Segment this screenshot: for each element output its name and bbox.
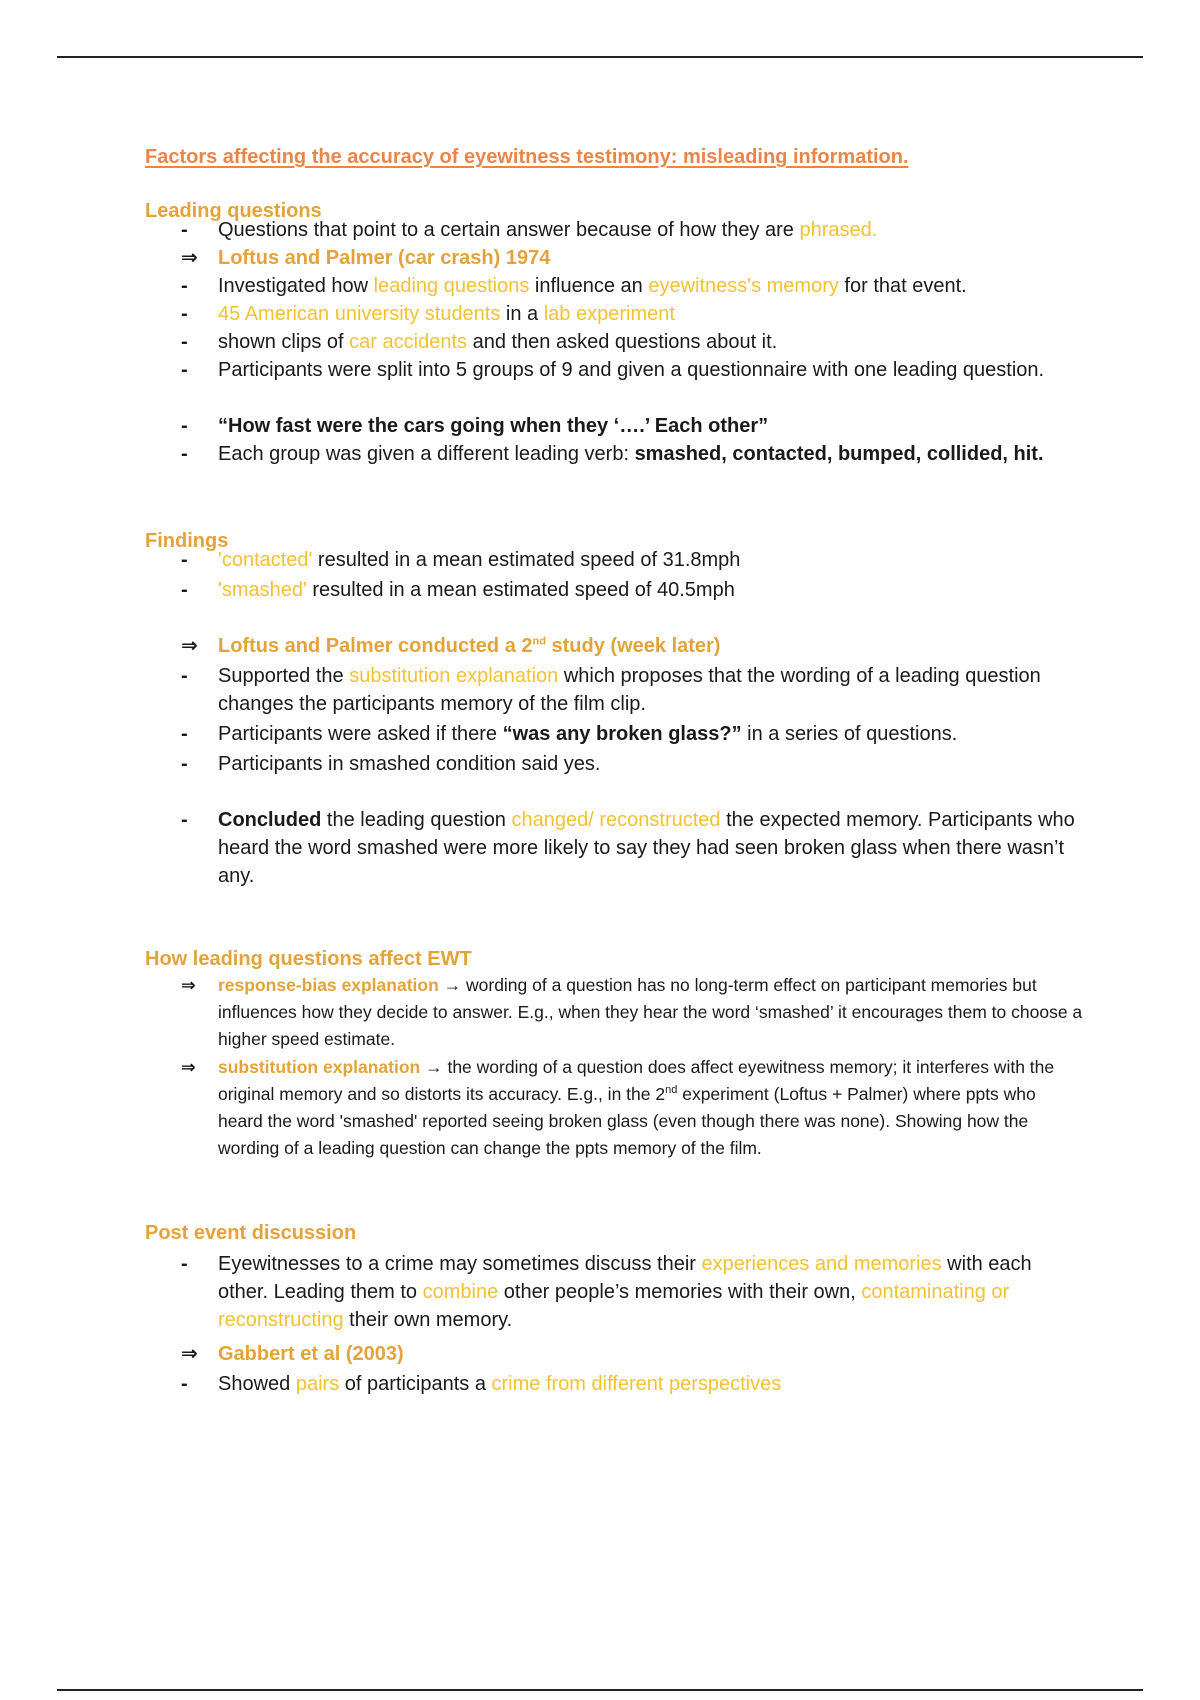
dash-bullet: - [181,549,188,571]
list-item: - shown clips of car accidents and then asked questions about it. [145,328,1085,356]
list-item: - Each group was given a different leading verb: smashed, contacted, bumped, collided, hit. [145,440,1085,468]
list-item: ⇒ Loftus and Palmer conducted a 2nd study (week later) [145,632,1085,660]
dash-bullet: - [181,443,188,465]
dash-bullet: - [181,809,188,831]
page-title: Factors affecting the accuracy of eyewitness testimony: misleading information. [145,146,909,168]
list-item: ⇒ Gabbert et al (2003) [145,1340,1085,1368]
list-item: ⇒ substitution explanation → the wording of a question does affect eyewitness memory; it interferes with the original memory and so distorts its accuracy. E.g., in the 2nd experiment (Loftus + Palmer) where ppts who heard the word 'smashed' reported seeing broken glass (even though there was none). Showing how the wording of a leading question can change the ppts memory of the film. [145,1054,1085,1162]
list-item: - Investigated how leading questions influence an eyewitness's memory for that event. [145,272,1085,300]
list-item: - “How fast were the cars going when they ‘….’ Each other” [145,412,1085,440]
dash-bullet: - [181,303,188,325]
list-item: - 'contacted' resulted in a mean estimated speed of 31.8mph [145,546,1085,574]
arrow-bullet-icon: ⇒ [181,1057,196,1077]
section-heading-post-event-discussion: Post event discussion [145,1222,357,1244]
arrow-bullet-icon: ⇒ [181,975,196,995]
list-item: - Eyewitnesses to a crime may sometimes discuss their experiences and memories with each other. Leading them to combine other people’s memories with their own, contaminating or reconstructing their own memory. [145,1250,1085,1334]
list-item: ⇒ response-bias explanation → wording of a question has no long-term effect on participant memories but influences how they decide to answer. E.g., when they hear the word ‘smashed’ it encourages them to choose a higher speed estimate. [145,972,1085,1053]
dash-bullet: - [181,359,188,381]
section-heading-leading-questions: Leading questions [145,200,322,222]
arrow-bullet-icon: ⇒ [181,1343,198,1365]
dash-bullet: - [181,1373,188,1395]
section-heading-findings: Findings [145,530,229,552]
list-item: - Participants were asked if there “was any broken glass?” in a series of questions. [145,720,1085,748]
dash-bullet: - [181,1253,188,1275]
section-heading-how-leading-questions: How leading questions affect EWT [145,948,472,970]
list-item: - Showed pairs of participants a crime from different perspectives [145,1370,1085,1398]
dash-bullet: - [181,219,188,241]
list-item: ⇒ Loftus and Palmer (car crash) 1974 [145,244,1085,272]
dash-bullet: - [181,723,188,745]
dash-bullet: - [181,415,188,437]
arrow-bullet-icon: ⇒ [181,635,198,657]
list-item: - Questions that point to a certain answer because of how they are phrased. [145,216,1085,244]
list-item: - 'smashed' resulted in a mean estimated speed of 40.5mph [145,576,1085,604]
dash-bullet: - [181,753,188,775]
dash-bullet: - [181,275,188,297]
arrow-bullet-icon: ⇒ [181,247,198,269]
list-item: - Participants were split into 5 groups of 9 and given a questionnaire with one leading question. [145,356,1085,384]
list-item: - Concluded the leading question changed/ reconstructed the expected memory. Participants who heard the word smashed were more likely to say they had seen broken glass when there wasn’t any. [145,806,1085,890]
list-item: - 45 American university students in a lab experiment [145,300,1085,328]
dash-bullet: - [181,579,188,601]
bottom-rule [57,1689,1143,1691]
top-rule [57,56,1143,58]
list-item: - Supported the substitution explanation which proposes that the wording of a leading question changes the participants memory of the film clip. [145,662,1085,718]
dash-bullet: - [181,665,188,687]
list-item: - Participants in smashed condition said yes. [145,750,1085,778]
dash-bullet: - [181,331,188,353]
